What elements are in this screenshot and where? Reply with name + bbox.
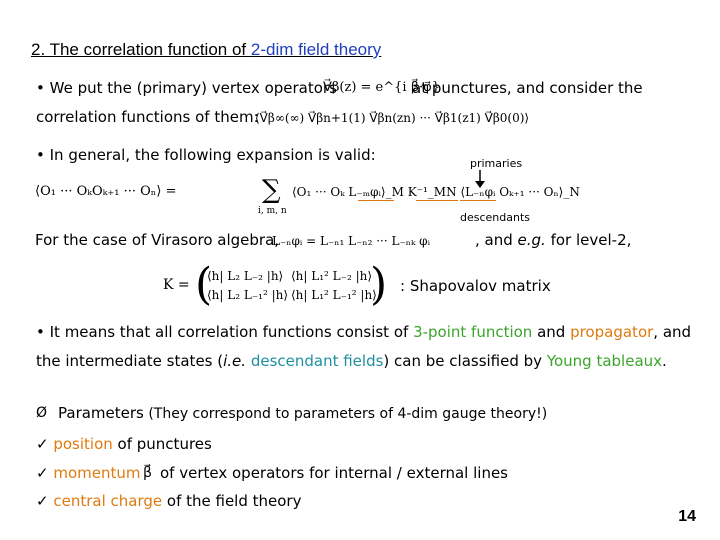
shapovalov-caption: : Shapovalov matrix [400, 277, 551, 295]
matrix-r1c2: ⟨h| L₁² L₋₂ |h⟩ [291, 269, 373, 283]
virasoro-and: , and [475, 231, 518, 249]
expansion-rhs: ⟨O₁ ··· Oₖ L₋ₘφᵢ⟩_M K⁻¹_MN ⟨L₋ₙφᵢ Oₖ₊₁ ··· Oₙ⟩_N [292, 185, 580, 199]
descendant-underline-middle [416, 200, 458, 201]
title-highlight: 2-dim field theory [250, 40, 382, 59]
matrix-r2c1: ⟨h| L₂ L₋₁² |h⟩ [207, 288, 289, 302]
bullet3-line2-end: . [662, 352, 667, 370]
descendant-fields: descendant fields [246, 352, 384, 370]
vertex-operator-formula: V⃗β(z) = e^{i β⃗·φ⃗} [323, 80, 440, 95]
momentum-label: momentum [53, 464, 141, 482]
primaries-label: primaries [470, 157, 523, 170]
parameters-heading: Parameters [58, 404, 144, 422]
param-item-central-charge [36, 492, 301, 510]
arrow-bullet-icon: Ø [36, 405, 48, 421]
parameters-heading-line [58, 404, 547, 423]
beta-vector-symbol: β⃗ [143, 465, 152, 481]
three-point-function: 3-point function [413, 323, 533, 341]
bullet3-and: and [532, 323, 571, 341]
matrix-lhs: K = [163, 277, 190, 293]
sum-index: i, m, n [258, 206, 287, 216]
bullet3-line1 [36, 323, 691, 341]
matrix-r1c1: ⟨h| L₂ L₋₂ |h⟩ [207, 269, 284, 283]
correlation-formula: ⟨V⃗β∞(∞) V⃗βn+1(1) V⃗βn(zn) ··· V⃗β1(z1) V⃗β0(0)⟩ [255, 111, 530, 125]
bullet2-text: • In general, the following expansion is valid: [36, 146, 376, 164]
position-label: position [53, 435, 113, 453]
propagator: propagator [570, 323, 654, 341]
virasoro-eg: e.g. [517, 231, 546, 249]
slide-title [31, 40, 381, 60]
title-prefix: 2. The correlation function of [31, 40, 251, 59]
virasoro-level: for level-2, [545, 231, 632, 249]
param-item-position [36, 435, 212, 453]
central-charge-label: central charge [53, 492, 163, 510]
matrix-r2c2: ⟨h| L₁² L₋₁² |h⟩ [291, 288, 377, 302]
expansion-lhs: ⟨O₁ ··· OₖOₖ₊₁ ··· Oₙ⟩ = [35, 184, 177, 199]
virasoro-text-a: For the case of Virasoro algebra, [35, 231, 280, 249]
matrix-right-paren: ) [370, 259, 388, 310]
descendant-underline-left [358, 200, 394, 201]
bullet3-line2 [36, 352, 667, 370]
momentum-rest: of vertex operators for internal / external lines [160, 464, 508, 482]
param-item-momentum [36, 464, 141, 482]
checkmark-icon: ✓ [36, 464, 49, 482]
central-charge-rest: of the field theory [162, 492, 302, 510]
checkmark-icon: ✓ [36, 492, 49, 510]
bullet1-text-b: at punctures, and consider the [412, 79, 643, 97]
bullet3-line1-a: • It means that all correlation functions consist of [36, 323, 414, 341]
virasoro-text-b [475, 231, 631, 249]
matrix-left-paren: ( [195, 259, 213, 310]
bullet3-line2-b: ) can be classified by [383, 352, 547, 370]
bullet3-line1-end: , and [653, 323, 692, 341]
bullet1-text-c: correlation functions of them: [36, 108, 259, 126]
young-tableaux: Young tableaux [546, 352, 663, 370]
checkmark-icon: ✓ [36, 435, 49, 453]
parameters-note: (They correspond to parameters of 4-dim gauge theory!) [148, 406, 548, 422]
virasoro-formula: L₋ₙφᵢ = L₋ₙ₁ L₋ₙ₂ ··· L₋ₙₖ φᵢ [272, 234, 430, 248]
bullet3-ie: i.e. [223, 352, 247, 370]
bullet3-line2-a: the intermediate states ( [36, 352, 224, 370]
page-number: 14 [678, 508, 696, 525]
position-rest: of punctures [112, 435, 212, 453]
sum-symbol: ∑ [262, 175, 281, 205]
descendant-underline-right [460, 200, 496, 201]
descendants-label: descendants [460, 211, 531, 224]
bullet1-text-a: • We put the (primary) vertex operators [36, 79, 337, 97]
